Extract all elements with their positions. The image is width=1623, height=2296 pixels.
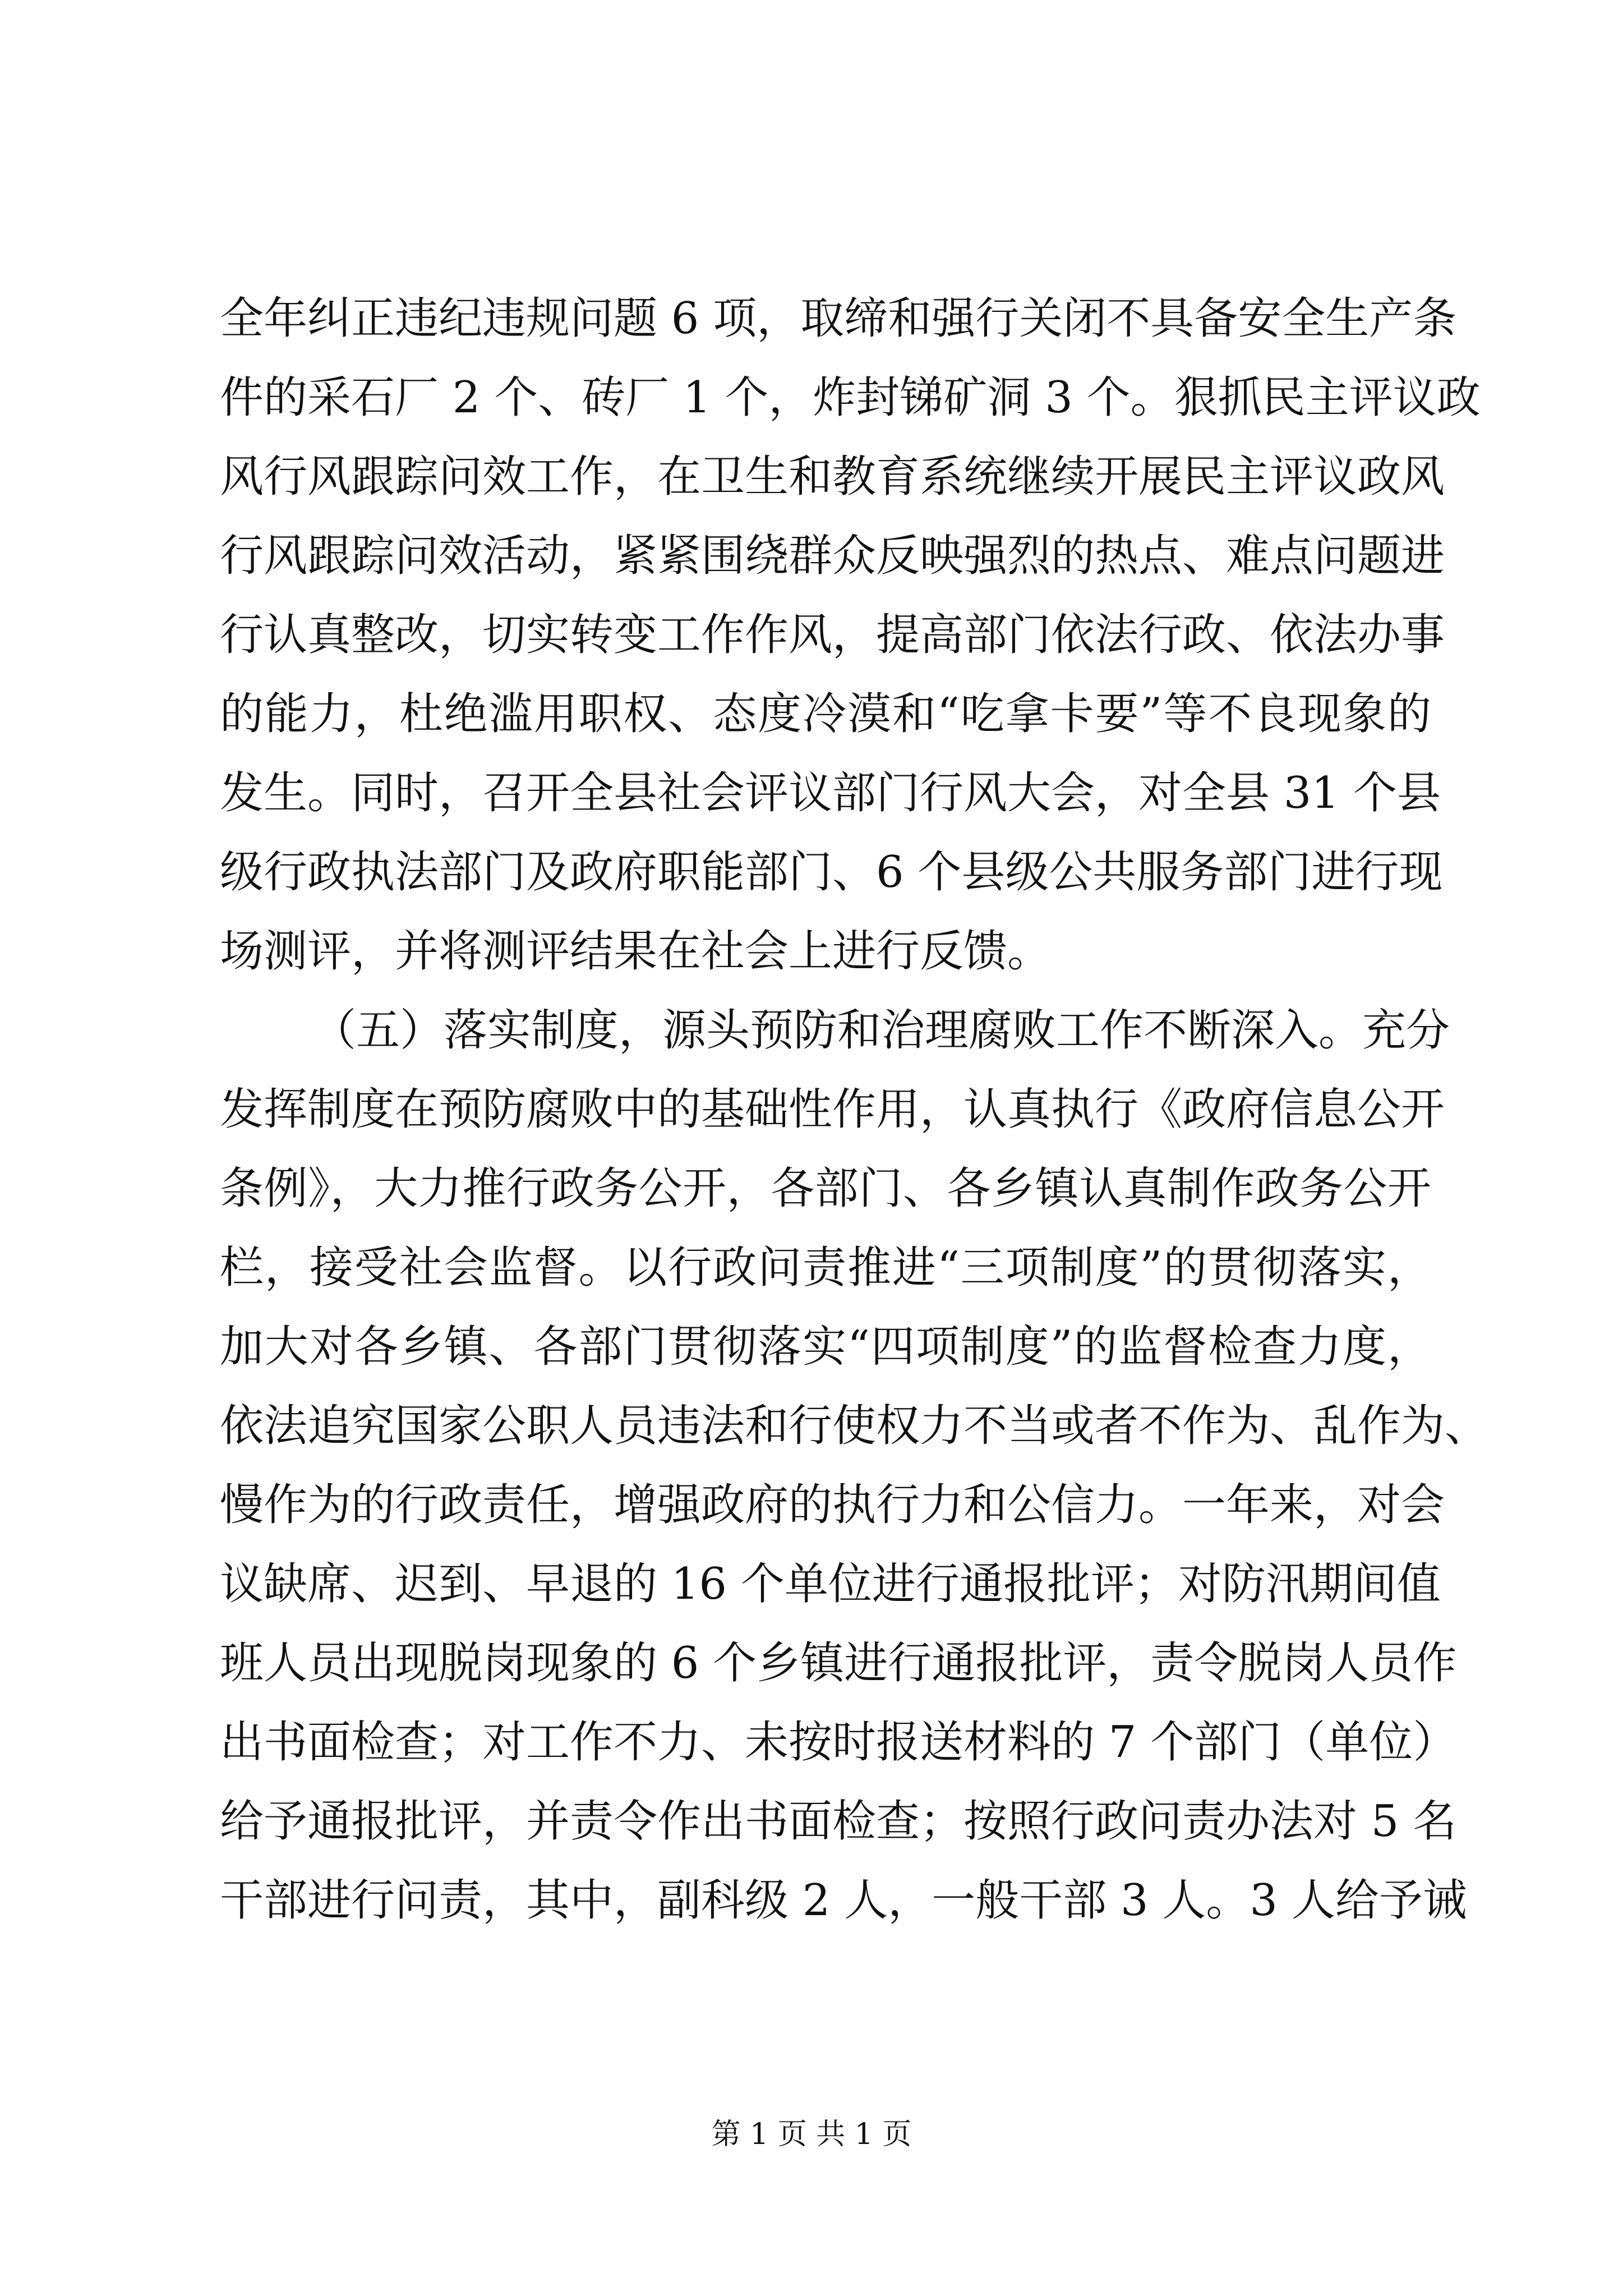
paragraph-line: 发生。同时，召开全县社会评议部门行风大会，对全县 31 个县 xyxy=(220,768,1441,818)
paragraph-line: 行认真整改，切实转变工作作风，提高部门依法行政、依法办事 xyxy=(220,610,1445,660)
paragraph-line: 给予通报批评，并责令作出书面检查；按照行政问责办法对 5 名 xyxy=(220,1796,1457,1847)
paragraph-line: 发挥制度在预防腐败中的基础性作用，认真执行《政府信息公开 xyxy=(220,1084,1445,1135)
paragraph-line: 慢作为的行政责任，增强政府的执行力和公信力。一年来，对会 xyxy=(220,1480,1445,1530)
section-heading-line: （五）落实制度，源头预防和治理腐败工作不断深入。充分 xyxy=(312,1005,1450,1056)
paragraph-line: 级行政执法部门及政府职能部门、6 个县级公共服务部门进行现 xyxy=(220,847,1443,898)
document-body xyxy=(220,279,1489,1940)
paragraph-line: 栏，接受社会监督。以行政问责推进“三项制度”的贯彻落实， xyxy=(220,1243,1431,1293)
paragraph-line: 班人员出现脱岗现象的 6 个乡镇进行通报批评，责令脱岗人员作 xyxy=(220,1638,1457,1688)
paragraph-line: 条例》，大力推行政务公开，各部门、各乡镇认真制作政务公开 xyxy=(220,1163,1431,1214)
paragraph-line: 出书面检查；对工作不力、未按时报送材料的 7 个部门（单位） xyxy=(220,1717,1457,1768)
paragraph-line: 场测评，并将测评结果在社会上进行反馈。 xyxy=(220,926,1052,977)
paragraph-line: 件的采石厂 2 个、砖厂 1 个，炸封锑矿洞 3 个。狠抓民主评议政 xyxy=(220,372,1481,423)
paragraph-line: 加大对各乡镇、各部门贯彻落实“四项制度”的监督检查力度， xyxy=(220,1322,1431,1372)
paragraph-line: 干部进行问责，其中，副科级 2 人，一般干部 3 人。3 人给予诫 xyxy=(220,1875,1467,1926)
paragraph-line: 行风跟踪问效活动，紧紧围绕群众反映强烈的热点、难点问题进 xyxy=(220,531,1445,581)
paragraph-line: 议缺席、迟到、早退的 16 个单位进行通报批评；对防汛期间值 xyxy=(220,1559,1441,1609)
paragraph-line: 全年纠正违纪违规问题 6 项，取缔和强行关闭不具备安全生产条 xyxy=(220,293,1457,344)
paragraph-1 xyxy=(220,279,1481,991)
paragraph-line: 的能力，杜绝滥用职权、态度冷漠和“吃拿卡要”等不良现象的 xyxy=(220,689,1431,739)
paragraph-line: 依法追究国家公职人员违法和行使权力不当或者不作为、乱作为、 xyxy=(220,1401,1489,1451)
paragraph-2 xyxy=(220,991,1489,1940)
paragraph-line: 风行风跟踪问效工作，在卫生和教育系统继续开展民主评议政风 xyxy=(220,452,1445,502)
page-footer: 第 1 页 共 1 页 xyxy=(711,2118,912,2151)
